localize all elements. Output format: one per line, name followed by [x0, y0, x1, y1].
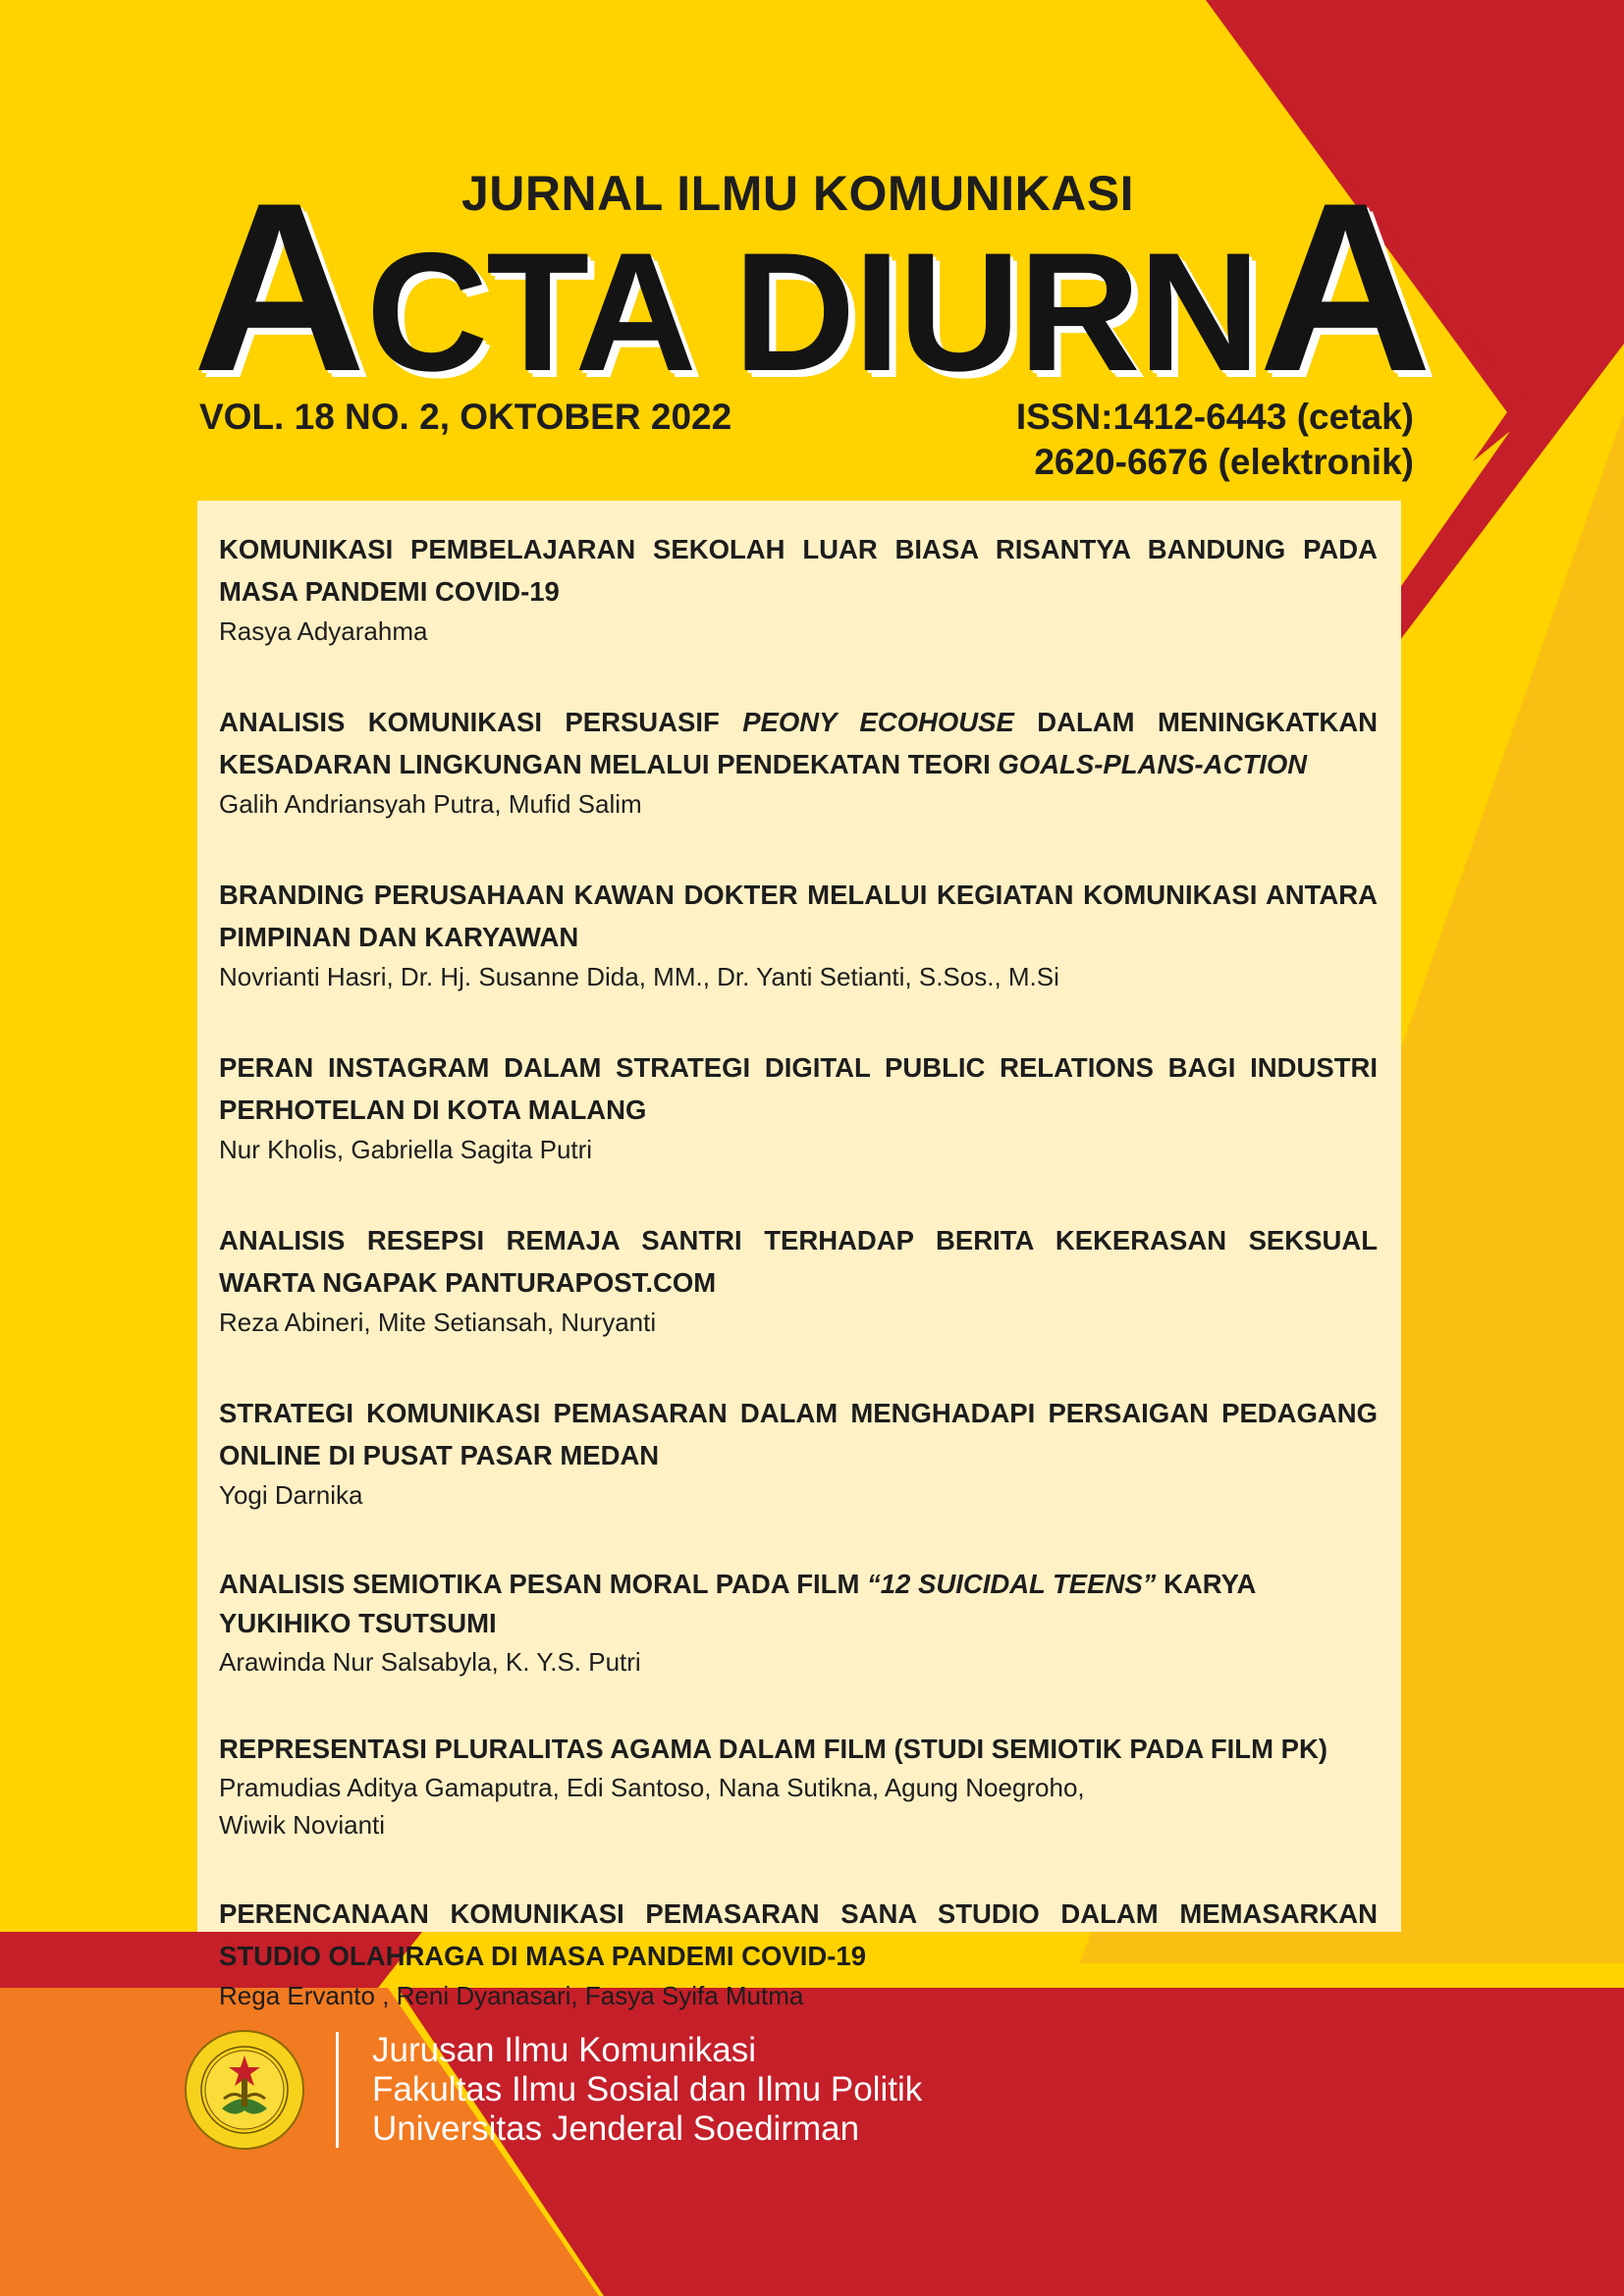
- journal-name: JURNAL ILMU KOMUNIKASI: [461, 166, 1135, 221]
- article-authors: Pramudias Aditya Gamaputra, Edi Santoso, Nana Sutikna, Agung Noegroho,: [219, 1773, 1085, 1802]
- article-title: STRATEGI KOMUNIKASI PEMASARAN DALAM MENGHADAPI PERSAIGAN PEDAGANG ONLINE DI PUSAT PASAR MEDAN: [219, 1398, 1378, 1470]
- university-name: Universitas Jenderal Soedirman: [372, 2109, 860, 2148]
- department-name: Jurusan Ilmu Komunikasi: [372, 2031, 756, 2069]
- article-entry: [219, 528, 1378, 650]
- article-authors: Rega Ervanto , Reni Dyanasari, Fasya Syifa Mutma: [219, 1981, 804, 2010]
- article-entry: [219, 1046, 1378, 1168]
- article-title: ANALISIS KOMUNIKASI PERSUASIF PEONY ECOHOUSE DALAM MENINGKATKAN KESADARAN LINGKUNGAN MELALUI PENDEKATAN TEORI GOALS-PLANS-ACTION: [219, 707, 1378, 779]
- volume-issue: VOL. 18 NO. 2, OKTOBER 2022: [199, 397, 732, 437]
- article-entry: [219, 1565, 1378, 1681]
- article-authors: Reza Abineri, Mite Setiansah, Nuryanti: [219, 1308, 657, 1337]
- article-authors-continued: Wiwik Novianti: [219, 1810, 386, 1840]
- article-entry: [219, 874, 1378, 995]
- article-title: ANALISIS RESEPSI REMAJA SANTRI TERHADAP BERITA KEKERASAN SEKSUAL WARTA NGAPAK PANTURAPOST.COM: [219, 1225, 1378, 1298]
- article-authors: Novrianti Hasri, Dr. Hj. Susanne Dida, MM., Dr. Yanti Setianti, S.Sos., M.Si: [219, 962, 1059, 991]
- article-authors: Rasya Adyarahma: [219, 616, 428, 646]
- issn-online: 2620-6676 (elektronik): [1034, 442, 1414, 482]
- article-entry: [219, 1730, 1378, 1843]
- article-entry: [219, 1893, 1378, 2014]
- article-title: PERAN INSTAGRAM DALAM STRATEGI DIGITAL PUBLIC RELATIONS BAGI INDUSTRI PERHOTELAN DI KOTA MALANG: [219, 1052, 1378, 1125]
- masthead-initial-a: A: [192, 152, 366, 421]
- table-of-contents: [197, 501, 1401, 2010]
- article-title: ANALISIS SEMIOTIKA PESAN MORAL PADA FILM “12 SUICIDAL TEENS” KARYA YUKIHIKO TSUTSUMI: [219, 1569, 1256, 1638]
- article-title: REPRESENTASI PLURALITAS AGAMA DALAM FILM (STUDI SEMIOTIK PADA FILM PK): [219, 1734, 1327, 1764]
- article-authors: Galih Andriansyah Putra, Mufid Salim: [219, 789, 642, 819]
- article-entry: [219, 1219, 1378, 1341]
- article-entry: [219, 701, 1378, 823]
- university-seal-icon: [185, 2030, 304, 2150]
- faculty-name: Fakultas Ilmu Sosial dan Ilmu Politik: [372, 2070, 923, 2109]
- article-title: PERENCANAAN KOMUNIKASI PEMASARAN SANA STUDIO DALAM MEMASARKAN STUDIO OLAHRAGA DI MASA PANDEMI COVID-19: [219, 1898, 1378, 1971]
- publisher-block: [372, 2031, 922, 2149]
- masthead-final-a: A: [1258, 152, 1433, 421]
- issn-print: ISSN:1412-6443 (cetak): [1015, 397, 1414, 437]
- article-title: KOMUNIKASI PEMBELAJARAN SEKOLAH LUAR BIASA RISANTYA BANDUNG PADA MASA PANDEMI COVID-19: [219, 534, 1378, 607]
- footer-divider: [336, 2032, 339, 2148]
- article-entry: [219, 1392, 1378, 1514]
- article-title: BRANDING PERUSAHAAN KAWAN DOKTER MELALUI KEGIATAN KOMUNIKASI ANTARA PIMPINAN DAN KARYAWAN: [219, 880, 1378, 952]
- article-authors: Arawinda Nur Salsabyla, K. Y.S. Putri: [219, 1647, 641, 1677]
- article-authors: Nur Kholis, Gabriella Sagita Putri: [219, 1135, 593, 1164]
- article-authors: Yogi Darnika: [219, 1480, 363, 1510]
- masthead-middle: CTA DIURN: [365, 218, 1259, 406]
- issn-block: [1016, 395, 1414, 485]
